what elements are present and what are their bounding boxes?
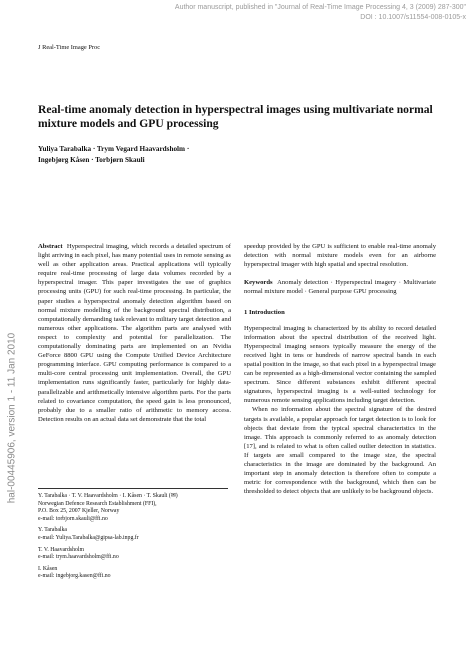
footnote-affiliation-org: Norwegian Defence Research Establishment (FFI),	[38, 500, 157, 507]
manuscript-citation: Author manuscript, published in "Journal of Real-Time Image Processing 4, 3 (2009) 287-300"	[174, 4, 466, 11]
footnote-email-haavardsholm: e-mail: trym.haavardsholm@ffi.no	[38, 554, 119, 561]
keywords-paragraph	[244, 278, 436, 296]
author-line-1: Yuliya Tarabalka · Trym Vegard Haavardsholm ·	[38, 145, 190, 153]
footnote-email-skauli: e-mail: torbjorn.skauli@ffi.no	[38, 515, 108, 522]
hal-id-text: hal-00445906, version 1 - 11 Jan 2010	[6, 332, 18, 504]
footnote-divider	[38, 488, 228, 489]
author-line-2: Ingebjørg Kåsen · Torbjørn Skauli	[38, 155, 145, 164]
intro-paragraph-1: Hyperspectral imaging is characterized by its ability to record detailed information about the spectral distribution of the received light. Hyperspectral imaging sensors typically measure the energy of the received light in tens or hundreds of narrow spectral bands in each spatial position in the image, so that each pixel in a hyperspectral image can be represented as a high-dimensional vector containing the sampled spectrum. Since different substances exhibit different spectral signatures, hyperspectral imaging is a well-suited technology for numerous remote sensing applications including target detection.	[244, 324, 436, 405]
journal-name: J Real-Time Image Proc	[38, 44, 101, 51]
section-heading-introduction: 1 Introduction	[244, 309, 285, 317]
footnote-affiliation: Y. Tarabalka · T. V. Haavardsholm · I. Kåsen · T. Skauli (✉)	[38, 493, 178, 499]
abstract-continued: speedup provided by the GPU is sufficient to enable real-time anomaly detection with normal mixture models even for an airborne hyperspectral imager with high spatial and spectral resolution.	[244, 243, 436, 269]
abstract-label: Abstract	[38, 243, 63, 250]
manuscript-header	[0, 0, 474, 28]
footnote-email-tarabalka: e-mail: Yuliya.Tarabalka@gipsa-lab.inpg.fr	[38, 534, 139, 541]
manuscript-doi: DOI : 10.1007/s11554-008-0105-x	[360, 14, 466, 21]
intro-paragraph-2: When no information about the spectral signature of the desired targets is available, a popular approach for target detection is to look for objects that deviate from the typical spectral characteristics in the image. This approach is commonly referred to as anomaly detection [17], and is related to what is often called outlier detection in statistics. If targets are small compared to the image size, the spectral characteristics in the image are dominated by the background. An important step in anomaly detection is therefore often to compute a metric for correspondence with the background, which then can be thresholded to detect objects that are unlikely to be background objects.	[244, 406, 436, 496]
footnote-name-kasen: I. Kåsen	[38, 565, 58, 572]
footnote-email-kasen: e-mail: ingebjorg.kasen@ffi.no	[38, 573, 111, 580]
paper-title: Real-time anomaly detection in hyperspectral images using multivariate normal mixture models and GPU processing	[38, 103, 433, 130]
keywords-label: Keywords	[244, 279, 273, 287]
footnote-name-tarabalka: Y. Tarabalka	[38, 527, 67, 534]
footnote-name-haavardsholm: T. V. Haavardsholm	[38, 546, 85, 553]
left-column	[38, 242, 231, 424]
footnote-address: P.O. Box 25, 2007 Kjeller, Norway	[38, 508, 120, 515]
abstract-text: Hyperspectral imaging, which records a detailed spectrum of light arriving in each pixel, has many potential uses in remote sensing as well as other application areas. Practical applications will typically require real-time processing of large data volumes recorded by a hyperspectral imager. This paper investigates the use of graphics processing units (GPU) for such real-time processing. In particular, the paper studies a hyperspectral anomaly detection algorithm based on normal mixture modelling of the background spectral distribution, a computationally demanding task relevant to military target detection and numerous other applications. The algorithm parts are analysed with respect to complexity and potential for parallelization. The computationally dominating parts are implemented on an Nvidia GeForce 8800 GPU using the Compute Unified Device Architecture programming interface. GPU computing performance is compared to a multi-core central processing unit implementation. Overall, the GPU implementation runs significantly faster, particularly for highly data-parallelizable and arithmetically intensive algorithm parts. For the parts related to covariance computation, the speed gain is less pronounced, probably due to a smaller ratio of arithmetic to memory access. Detection results on an actual data set demonstrate that the total	[38, 243, 231, 423]
author-list	[38, 144, 428, 165]
keywords-text: Anomaly detection · Hyperspectral imagery · Multivariate normal mixture model · General purpose GPU processing	[244, 279, 436, 296]
abstract-paragraph	[38, 242, 231, 424]
right-column	[244, 242, 436, 496]
hal-side-identifier	[4, 238, 20, 598]
author-footnotes	[38, 493, 231, 581]
